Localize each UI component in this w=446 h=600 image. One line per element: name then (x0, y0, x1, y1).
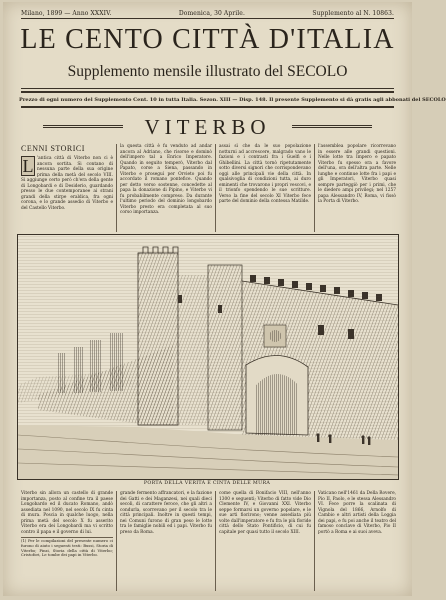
column-divider (314, 491, 315, 591)
bottom-column-4-text: Vaticano nell'1461 da Della Rovere, Pio II, Paolo, e le stessa Alessandro VI. Fece porre la scalinata di Vignola del 1866, Arnolfo di Cambio e altri artisti della Loggia dei papi, e fu poi anche il teatro del famoso conclave di Viterbo, Pio II portò a Roma e ai suoi aveva. (318, 491, 396, 535)
bottom-column-3-text: come quella di Bonifacio VIII, nell'anno 1300 e seguenti; Viterbo di fatto vide Dio Clemente IV, e Giovanni XXI. Viterbo seppe formarsi un governo popolare, e le sue arti fiorirono; venne assediata più volte dall'imperatore e fu fra le più floride città dello Stato Pontificio, di cui fu capitale per quasi tutto il secolo XIII. (219, 491, 311, 535)
bottom-column-1-text: Viterbo sin allora un castello di grande importanza, posto al confine tra il paese Longobardo ed il ducato Romano, andò assediata nel 1090, nel secolo IX fu cinta di mura. Poscia in qualche luogo, nella prima metà del secolo X fu asserito Viterbo era dei Longobardi ma vi scritto contro il papa e il governo di lui. (21, 491, 113, 535)
section-title: CENNI STORICI (21, 144, 85, 153)
header-line (21, 8, 394, 18)
column-divider (314, 144, 315, 232)
dropcap-letter: L (22, 156, 34, 176)
title-ornament-right (292, 124, 372, 129)
column-divider (116, 491, 117, 591)
header-date-center: Domenica, 30 Aprile. (178, 9, 245, 17)
price-rule-top (21, 88, 394, 89)
column-4-text: l'assemblea popolare ricorrevano in essere alle grandi questioni. Nelle lotte tra Impero e papato Viterbo fu spesso ora a favore dell'una, ora dell'altra parte. Nelle lunghe e continue lotte fra i papi e gli Imperatori, Viterbo quasi sempre parteggiò per i primi, che le diedero ampi privilegi; nel 1257 papa Alessandro IV, Roma, vi fissò la Porta di Viterbo. (318, 144, 396, 204)
footnote: (1) Per le compilazioni del presente numero ci furono di aiuto i seguenti testi: Bussi, Storia di Viterbo; Pinzi, Storia della città di Viterbo; Cristofori, Le tombe dei papi in Viterbo. (21, 538, 113, 558)
illustration-caption: PORTA DELLA VERITÀ E CINTA DELLE MURA (143, 481, 271, 486)
price-line: Prezzo di ogni numero del Supplemento Cent. 10 in tutta Italia. Sezon. XIII — Disp. 148. Il presente Supplemento si dà gratis agli abbonati del SECOLO (19, 97, 446, 103)
city-title: VITERBO (144, 115, 271, 139)
header-issue-right: Supplemento al N. 10863. (312, 9, 394, 17)
engraving-porta-della-verita (17, 234, 399, 480)
article-column-2 (120, 144, 212, 231)
newspaper-page (3, 2, 446, 596)
article-bottom-column-1 (21, 491, 113, 591)
column-2-text: la questa città è fu venduto ad andar ancora al Adriano, che risorse e dominò dell'impero tal a Enrico Imperatore. Quando in seguito temperò, Viterbo dal Papato, corse a Siena, passando in Viterbo e proseguì per Orvieto poi fu accordato il romano pontefice. Quando per detto verso sostenne, concedette al papa la donazione di Pipino, e Viterbo vi fu probabilmente compreso. Da durante l'ultimo periodo del dominio longobardo Viterbo presto era completata al suo corso importanza. (120, 144, 212, 215)
header-rule (21, 18, 394, 19)
article-bottom-column-4 (318, 491, 396, 591)
article-column-3 (219, 144, 311, 231)
column-divider (215, 144, 216, 232)
bottom-column-2-text: grande fermento affrancatori, e la fazione dei Gatti e dei Maganzesi, nei quali dieci secoli, di carattere feroce, che gli altri a condurla, scorrevano per il secolo tra le città principali. Inoltre in questi tempi, nei Comuni furono di gran peso le lotte tra le famiglie nobili ed i papi. Viterbo fu preso da Roma. (120, 491, 212, 535)
column-divider (116, 144, 117, 232)
article-bottom-column-3 (219, 491, 311, 591)
column-divider (215, 491, 216, 591)
column-1-text: 'antica città di Viterbo non ci è ancora sortita. Si contano di nessuna parte della sua origine prima della metà del secolo VIII. Si aggiunge certo però ch'era della gente di Longobardi e di Desiderio, guardando presso le due contemporanee ai strani grandi della stirpe eraldica, fra ogni corona, e lo grande assedio di Viterbo e del Castello Viterbo. (21, 156, 113, 211)
header-date-left: Milano, 1899 — Anno XXXIV. (21, 9, 112, 17)
article-bottom-column-2 (120, 491, 212, 591)
price-rule-top-thick (21, 91, 394, 93)
article-column-4 (318, 144, 396, 231)
article-column-1 (21, 144, 113, 231)
price-rule-bottom (21, 106, 394, 108)
column-3-text: assai sì che da le suo popolazione notturni ad accrescere, malgrado vano le fazioni e i contrasti fra i Guelfi e i Ghibellini. La città tornò ripetutamente sotto diversi signori che corrispondevano oggi alle principali vie della città. In qualsivoglia di condizioni tutta, ai duro eminenti che trovarono i propri vescovi, e il trionfo spendendo le sue scritture. Verso la fine del secolo XI Viterbo fece parte del dominio della contessa Matilde. (219, 144, 311, 204)
masthead-subtitle: Supplemento mensile illustrato del SECOLO (67, 63, 348, 80)
masthead-title: LE CENTO CITTÀ D'ITALIA (20, 24, 395, 55)
